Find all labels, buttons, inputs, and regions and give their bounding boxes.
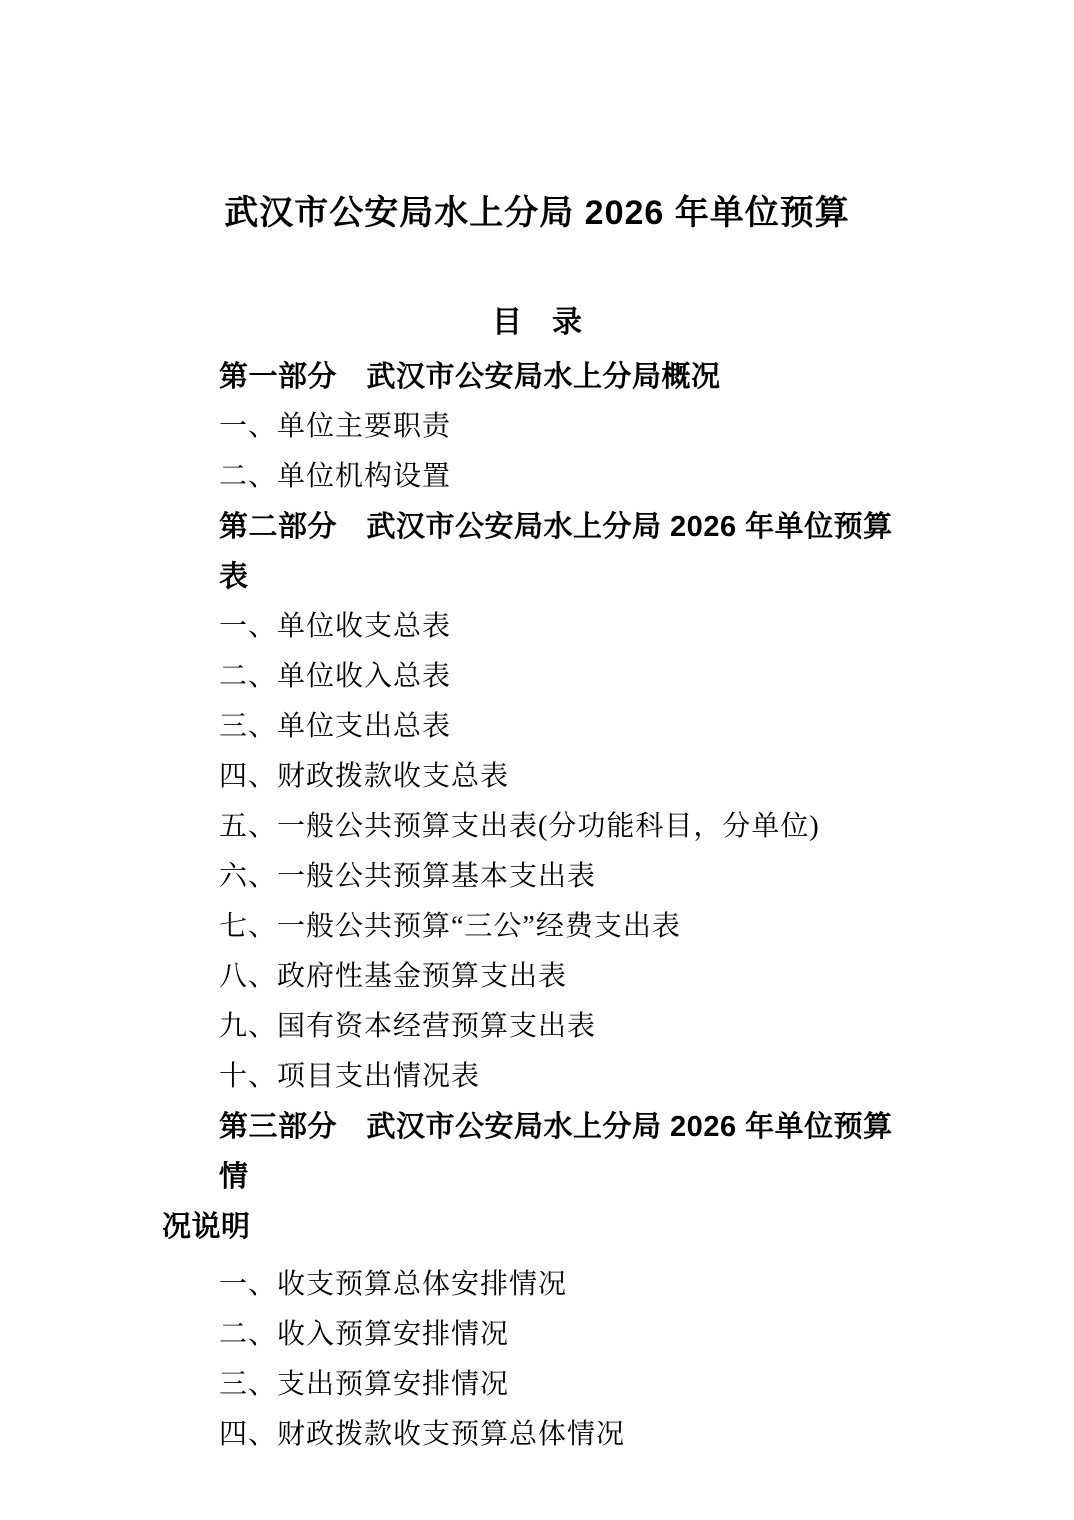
toc-line: 第二部分 武汉市公安局水上分局 2026 年单位预算表 xyxy=(219,511,893,593)
toc-line: 四、财政拨款收支总表 xyxy=(219,761,510,792)
toc-line: 六、一般公共预算基本支出表 xyxy=(219,861,597,892)
document-title: 武汉市公安局水上分局 2026 年单位预算 xyxy=(224,194,850,232)
toc-line: 况说明 xyxy=(162,1211,251,1243)
toc-line: 九、国有资本经营预算支出表 xyxy=(219,1011,597,1042)
toc-entry-item xyxy=(162,1410,914,1460)
toc-line: 三、单位支出总表 xyxy=(219,711,452,742)
toc-line: 一、单位主要职责 xyxy=(219,411,452,442)
toc-entry-item xyxy=(162,902,914,952)
toc-line: 五、一般公共预算支出表(分功能科目，分单位) xyxy=(219,811,820,842)
toc-entry-item xyxy=(162,702,914,752)
toc-line: 八、政府性基金预算支出表 xyxy=(219,961,568,992)
toc-entry-section xyxy=(162,502,914,602)
toc-line: 四、财政拨款收支预算总体情况 xyxy=(219,1419,626,1450)
toc-heading: 目 录 xyxy=(492,306,582,339)
toc-entry-item xyxy=(162,1002,914,1052)
toc-entry-item xyxy=(162,1310,914,1360)
toc-line: 一、单位收支总表 xyxy=(219,611,452,642)
toc-line: 三、支出预算安排情况 xyxy=(219,1369,510,1400)
toc-line: 七、一般公共预算“三公”经费支出表 xyxy=(219,911,681,942)
toc-line: 第一部分 武汉市公安局水上分局概况 xyxy=(219,361,721,393)
toc-line: 十、项目支出情况表 xyxy=(219,1061,481,1092)
toc-entry-item xyxy=(162,652,914,702)
toc-entry-item xyxy=(162,1052,914,1102)
toc-entry-item xyxy=(162,452,914,502)
toc-entry-item xyxy=(162,952,914,1002)
toc-entry-item xyxy=(162,602,914,652)
toc-entry-item xyxy=(162,1260,914,1310)
toc-line: 二、单位机构设置 xyxy=(219,461,452,492)
toc-list xyxy=(162,352,914,1460)
toc-entry-item xyxy=(162,802,914,852)
toc-entry-item xyxy=(162,1360,914,1410)
toc-line: 二、收入预算安排情况 xyxy=(219,1319,510,1350)
toc-line: 一、收支预算总体安排情况 xyxy=(219,1269,568,1300)
toc-line: 第三部分 武汉市公安局水上分局 2026 年单位预算情 xyxy=(219,1111,893,1193)
toc-entry-item xyxy=(162,402,914,452)
toc-entry-section xyxy=(162,352,914,402)
toc-entry-item xyxy=(162,752,914,802)
toc-line: 二、单位收入总表 xyxy=(219,661,452,692)
toc-entry-item xyxy=(162,852,914,902)
toc-entry-section xyxy=(162,1102,914,1252)
